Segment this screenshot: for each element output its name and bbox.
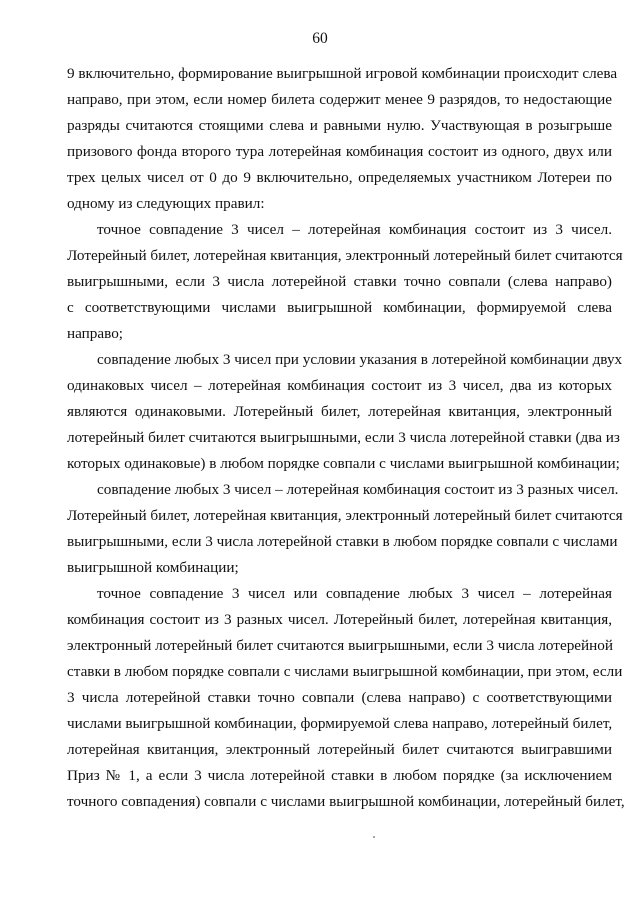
text-line: направо;: [67, 325, 124, 342]
text-line: Лотерейный билет, лотерейная квитанция, электронный лотерейный билет считаются: [67, 247, 623, 264]
text-line: Приз № 1, а если 3 числа лотерейной ставки в любом порядке (за исключением: [67, 767, 612, 784]
text-line: одинаковых чисел – лотерейная комбинация состоит из 3 чисел, два из которых: [67, 377, 612, 394]
text-line: разряды считаются стоящими слева и равными нулю. Участвующая в розыгрыше: [67, 117, 612, 134]
text-line: выигрышными, если 3 числа лотерейной ставки в любом порядке совпали с числами: [67, 533, 618, 550]
text-line: которых одинаковые) в любом порядке совпали с числами выигрышной комбинации;: [67, 455, 620, 472]
paragraph-start: точное совпадение 3 чисел или совпадение любых 3 чисел – лотерейная: [97, 585, 612, 602]
text-line: одному из следующих правил:: [67, 195, 265, 212]
text-line: ставки в любом порядке совпали с числами выигрышной комбинации, при этом, если: [67, 663, 623, 680]
text-line: числами выигрышной комбинации, формируемой слева направо, лотерейный билет,: [67, 715, 613, 732]
text-line: призового фонда второго тура лотерейная комбинация состоит из одного, двух или: [67, 143, 612, 160]
paragraph-start: точное совпадение 3 чисел – лотерейная комбинация состоит из 3 чисел.: [97, 221, 612, 238]
text-line: являются одинаковыми. Лотерейный билет, лотерейная квитанция, электронный: [67, 403, 612, 420]
text-line: 3 числа лотерейной ставки точно совпали (слева направо) с соответствующими: [67, 689, 612, 706]
text-line: с соответствующими числами выигрышной комбинации, формируемой слева: [67, 299, 612, 316]
text-line: трех целых чисел от 0 до 9 включительно, определяемых участником Лотереи по: [67, 169, 612, 186]
text-line: лотерейный билет считаются выигрышными, если 3 числа лотерейной ставки (два из: [67, 429, 620, 446]
text-line: комбинация состоит из 3 разных чисел. Лотерейный билет, лотерейная квитанция,: [67, 611, 612, 628]
text-line: выигрышной комбинации;: [67, 559, 239, 576]
text-line: лотерейная квитанция, электронный лотерейный билет считаются выигравшими: [67, 741, 612, 758]
text-line: точного совпадения) совпали с числами выигрышной комбинации, лотерейный билет,: [67, 793, 625, 810]
text-line: выигрышными, если 3 числа лотерейной ставки точно совпали (слева направо): [67, 273, 612, 290]
text-line: 9 включительно, формирование выигрышной игровой комбинации происходит слева: [67, 65, 618, 82]
paragraph-start: совпадение любых 3 чисел при условии указания в лотерейной комбинации двух: [97, 351, 623, 368]
page-number: 60: [312, 30, 328, 47]
text-line: Лотерейный билет, лотерейная квитанция, электронный лотерейный билет считаются: [67, 507, 623, 524]
paragraph-start: совпадение любых 3 чисел – лотерейная комбинация состоит из 3 разных чисел.: [97, 481, 619, 498]
text-line: электронный лотерейный билет считаются выигрышными, если 3 числа лотерейной: [67, 637, 614, 654]
scan-speck: [373, 836, 375, 838]
text-line: направо, при этом, если номер билета содержит менее 9 разрядов, то недостающие: [67, 91, 612, 108]
